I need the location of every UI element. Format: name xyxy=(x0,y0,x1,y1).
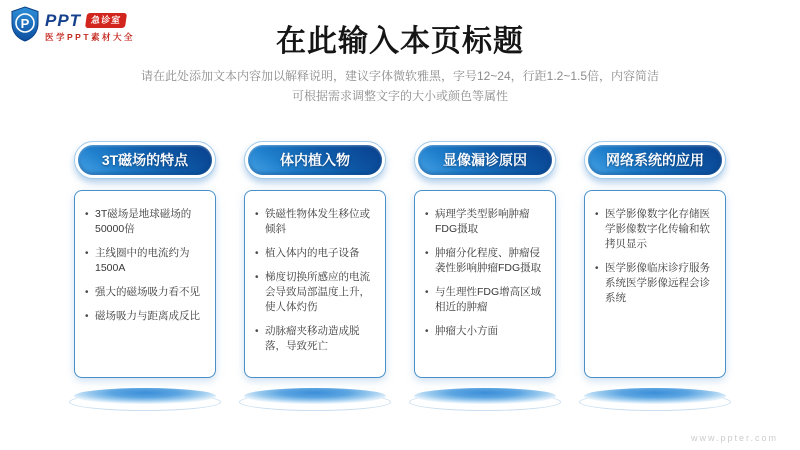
subtitle xyxy=(0,66,800,106)
column-4-header-pill xyxy=(584,141,726,179)
column-3-title: 显像漏诊原因 xyxy=(443,152,527,168)
column-2-bullet-list xyxy=(255,207,377,354)
column-2 xyxy=(244,141,386,414)
bullet-item: • 梯度切换所感应的电流会导致局部温度上升，使人体灼伤 xyxy=(255,270,377,315)
column-2-card xyxy=(244,190,386,378)
column-1-title: 3T磁场的特点 xyxy=(101,152,189,168)
oval-fill xyxy=(244,388,386,404)
column-1 xyxy=(74,141,216,414)
bullet-item: • 铁磁性物体发生移位或倾斜 xyxy=(255,207,377,237)
bullet-item: • 主线圈中的电流约为1500A xyxy=(85,246,207,276)
column-1-bullet-list xyxy=(85,207,207,324)
column-2-platform xyxy=(238,388,392,414)
oval-fill xyxy=(584,388,726,404)
column-3-platform xyxy=(408,388,562,414)
column-1-header-pill xyxy=(74,141,216,179)
columns-row xyxy=(0,141,800,414)
bullet-item: • 病理学类型影响肿瘤FDG摄取 xyxy=(425,207,547,237)
bullet-item: • 医学影像数字化存储医学影像数字化传输和软拷贝显示 xyxy=(595,207,717,252)
subtitle-line-2: 可根据需求调整文字的大小或颜色等属性 xyxy=(291,89,508,103)
bullet-item: • 动脉瘤夹移动造成脱落，导致死亡 xyxy=(255,324,377,354)
column-2-header-pill xyxy=(244,141,386,179)
oval-fill xyxy=(74,388,216,404)
column-4-platform xyxy=(578,388,732,414)
column-4 xyxy=(584,141,726,414)
column-3-bullet-list xyxy=(425,207,547,339)
column-4-card xyxy=(584,190,726,378)
column-4-title: 网络系统的应用 xyxy=(606,152,704,168)
bullet-item: • 强大的磁场吸力看不见 xyxy=(85,285,207,300)
oval-fill xyxy=(414,388,556,404)
column-4-bullet-list xyxy=(595,207,717,306)
bullet-item: • 3T磁场是地球磁场的50000倍 xyxy=(85,207,207,237)
slide-header xyxy=(0,24,800,106)
logo-badge: 急诊室 xyxy=(85,13,127,28)
column-1-platform xyxy=(68,388,222,414)
page-title: 在此输入本页标题 xyxy=(276,25,524,58)
logo-tagline: 医学PPT素材大全 xyxy=(45,31,136,42)
column-2-title: 体内植入物 xyxy=(280,152,350,168)
watermark-url: www.ppter.com xyxy=(690,433,778,443)
column-3 xyxy=(414,141,556,414)
subtitle-line-1: 请在此处添加文本内容加以解释说明，建议字体微软雅黑，字号12~24，行距1.2~1.5倍，内容简洁 xyxy=(140,69,660,83)
bullet-item: • 肿瘤分化程度、肿瘤侵袭性影响肿瘤FDG摄取 xyxy=(425,246,547,276)
column-3-header-pill xyxy=(414,141,556,179)
column-1-card xyxy=(74,190,216,378)
bullet-item: • 植入体内的电子设备 xyxy=(255,246,377,261)
bullet-item: • 磁场吸力与距离成反比 xyxy=(85,309,207,324)
logo-brand: PPT xyxy=(45,10,82,30)
bullet-item: • 与生理性FDG增高区域相近的肿瘤 xyxy=(425,285,547,315)
bullet-item: • 肿瘤大小方面 xyxy=(425,324,547,339)
svg-text:P: P xyxy=(20,16,30,31)
column-3-card xyxy=(414,190,556,378)
bullet-item: • 医学影像临床诊疗服务系统医学影像远程会诊系统 xyxy=(595,261,717,306)
